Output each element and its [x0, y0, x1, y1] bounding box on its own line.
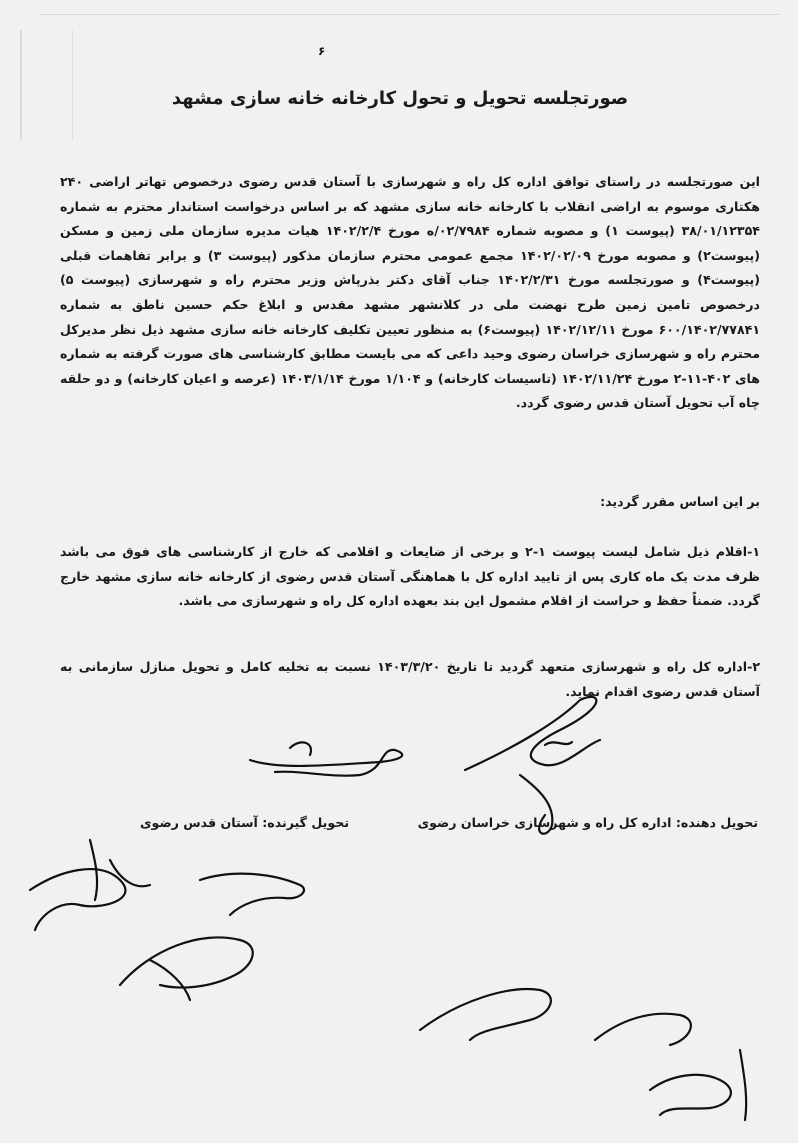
clause-item-1: ۱-اقلام ذیل شامل لیست پیوست ۱-۲ و برخی از ضایعات و اقلامی که خارج از کارشناسی های فوق می باشد ظرف مدت یک ماه کاری پس از تایید اداره کل با هماهنگی آستان قدس رضوی از کارخانه خانه سازی مشهد خارج گردد. ضمناً حفظ و حراست از اقلام مشمول این بند بعهده اداره کل راه و شهرسازی می باشد.: [60, 544, 761, 609]
page-title: صورتجلسه تحویل و تحول کارخانه خانه سازی مشهد: [171, 88, 629, 109]
receiver-label: تحویل گیرنده: آستان قدس رضوی: [140, 815, 350, 830]
body-paragraph: این صورتجلسه در راستای توافق اداره کل راه و شهرسازی با آستان قدس رضوی درخصوص تهاتر اراضی ۲۴۰ هکتاری موسوم به اراضی انقلاب با کارخانه خانه سازی مشهد که بر اساس درخواست استاندار محترم به شماره ۳۸/۰۱/۱۲۳۵۴ (پیوست ۱) و مصوبه شماره ۰۲/۷۹۸۴/ه مورخ ۱۴۰۲/۲/۴ هیات مدیره سازمان ملی زمین و مسکن (پیوست۲) و مصوبه مورخ ۱۴۰۲/۰۲/۰۹ مجمع عمومی محترم سازمان مذکور (پیوست ۳) و برابر تفاهمات قبلی (پیوست۴) و صورتجلسه مورخ ۱۴۰۲/۲/۳۱ جناب آقای دکتر بذرپاش وزیر محترم راه و شهرسازی (پیوست ۵) درخصوص تامین زمین طرح نهضت ملی در کلانشهر مشهد مقدس و ابلاغ حکم حسین ناطق به شماره ۶۰۰/۱۴۰۲/۷۷۸۴۱ مورخ ۱۴۰۲/۱۲/۱۱ (پیوست۶) به منظور تعیین تکلیف کارخانه خانه سازی مشهد ذیل نظر مدیرکل محترم راه و شهرسازی خراسان رضوی وحید داعی که می بایست مطابق کارشناسی های صورت گرفته به شماره های ۴۰۲-۱۱-۲ مورخ ۱۴۰۲/۱۱/۲۴ (تاسیسات کارخانه) و ۱/۱۰۴ مورخ ۱۴۰۳/۱/۱۴ (عرصه و اعیان کارخانه) و دو حلقه چاه آب تحویل آستان قدس رضوی گردد.: [60, 174, 761, 411]
bleed-through-header: [40, 14, 780, 27]
emblem-watermark-icon: [20, 30, 73, 140]
page-number: ۶: [318, 44, 326, 58]
decision-heading: بر این اساس مقرر گردید:: [600, 494, 760, 509]
deliverer-label: تحویل دهنده: اداره کل راه و شهرسازی خراسان رضوی: [417, 815, 758, 830]
receiver-signature: [250, 750, 402, 776]
deliverer-signature: [465, 697, 600, 770]
clause-item-2: ۲-اداره کل راه و شهرسازی متعهد گردید تا تاریخ ۱۴۰۳/۳/۲۰ نسبت به تخلیه کامل و تحویل منازل سازمانی به آستان قدس رضوی اقدام نماید.: [60, 659, 760, 699]
